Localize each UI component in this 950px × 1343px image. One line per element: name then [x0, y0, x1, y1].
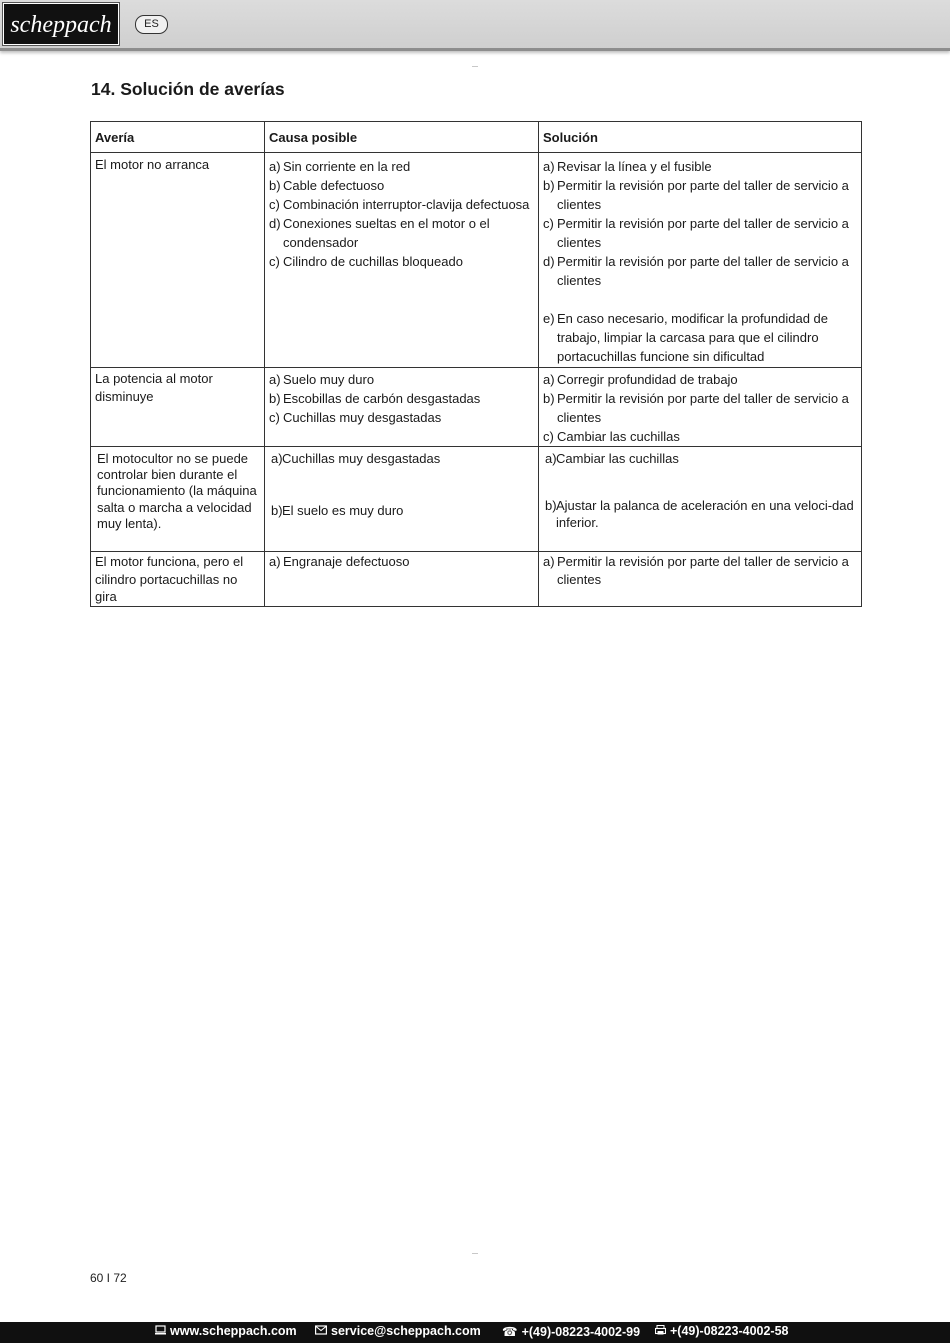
- list-item: c) Permitir la revisión por parte del taller de servicio a clientes: [543, 216, 849, 250]
- list-item: a) Engranaje defectuoso: [269, 554, 410, 569]
- footer-web-text: www.scheppach.com: [170, 1324, 297, 1338]
- section-title: 14. Solución de averías: [91, 79, 285, 99]
- solution-cell: [539, 552, 862, 607]
- page-header: [0, 0, 950, 51]
- list-item: a) Suelo muy duro: [269, 372, 375, 387]
- list-item: d) Permitir la revisión por parte del taller de servicio a clientes: [543, 254, 849, 288]
- language-badge: ES: [135, 15, 168, 34]
- list-item: e) En caso necesario, modificar la profundidad de trabajo, limpiar la carcasa para que el cilindro portacuchillas funcione sin dificultad: [543, 311, 828, 364]
- table-row: [91, 153, 862, 368]
- logo-text: scheppach: [10, 12, 112, 38]
- footer-email[interactable]: [315, 1324, 481, 1338]
- fax-icon: [655, 1324, 666, 1338]
- table-row: [91, 552, 862, 607]
- cause-cell: [265, 552, 539, 607]
- fault-cell: La potencia al motor disminuye: [91, 368, 265, 447]
- footer-fax: [655, 1324, 789, 1338]
- page-footer: [0, 1322, 950, 1343]
- list-item: d) Conexiones sueltas en el motor o el condensador: [269, 216, 490, 250]
- header-cause: Causa posible: [265, 122, 539, 153]
- list-item: c) Cambiar las cuchillas: [543, 429, 680, 444]
- solution-cell: [539, 368, 862, 447]
- cause-cell: [265, 368, 539, 447]
- solution-cell: [539, 447, 862, 552]
- list-item: a) Cambiar las cuchillas: [545, 451, 679, 466]
- fault-cell: El motor no arranca: [91, 153, 265, 368]
- footer-fax-text: +(49)-08223-4002-58: [670, 1324, 789, 1338]
- list-item: c) Cuchillas muy desgastadas: [269, 410, 442, 425]
- footer-email-text: service@scheppach.com: [331, 1324, 481, 1338]
- list-item: a) Cuchillas muy desgastadas: [271, 451, 441, 466]
- table-row: [91, 368, 862, 447]
- list-item: a) Permitir la revisión por parte del taller de servicio a clientes: [543, 554, 849, 587]
- list-item: a) Corregir profundidad de trabajo: [543, 372, 738, 387]
- list-item: b) Ajustar la palanca de aceleración en una veloci-dad inferior.: [545, 498, 854, 530]
- footer-phone-text: +(49)-08223-4002-99: [521, 1325, 641, 1339]
- list-item: a) Revisar la línea y el fusible: [543, 159, 712, 174]
- table-row: [91, 447, 862, 552]
- scheppach-logo: [3, 3, 119, 45]
- cause-cell: [265, 447, 539, 552]
- list-item: c) Cilindro de cuchillas bloqueado: [269, 254, 463, 269]
- footer-web[interactable]: [155, 1324, 297, 1338]
- list-item: b) Permitir la revisión por parte del taller de servicio a clientes: [543, 178, 849, 212]
- list-item: b) Permitir la revisión por parte del taller de servicio a clientes: [543, 391, 849, 425]
- crop-mark: [472, 66, 478, 67]
- list-item: b) Cable defectuoso: [269, 178, 385, 193]
- cause-cell: [265, 153, 539, 368]
- list-item: a) Sin corriente en la red: [269, 159, 411, 174]
- fault-cell: El motor funciona, pero el cilindro portacuchillas no gira: [91, 552, 265, 607]
- mail-icon: [315, 1324, 327, 1338]
- fault-cell: El motocultor no se puede controlar bien durante el funcionamiento (la máquina salta o marcha a velocidad muy lenta).: [91, 447, 265, 552]
- phone-icon: ☎: [502, 1325, 518, 1339]
- table-header-row: [91, 122, 862, 153]
- computer-icon: [155, 1324, 166, 1338]
- list-item: b) El suelo es muy duro: [271, 503, 404, 518]
- header-fault: Avería: [91, 122, 265, 153]
- footer-phone: [502, 1324, 640, 1339]
- crop-mark: [472, 1253, 478, 1254]
- list-item: b) Escobillas de carbón desgastadas: [269, 391, 481, 406]
- list-item: c) Combinación interruptor-clavija defectuosa: [269, 197, 530, 212]
- solution-cell: [539, 153, 862, 368]
- header-solution: Solución: [539, 122, 862, 153]
- page-number: 60 I 72: [90, 1271, 127, 1285]
- troubleshooting-table: [90, 121, 862, 607]
